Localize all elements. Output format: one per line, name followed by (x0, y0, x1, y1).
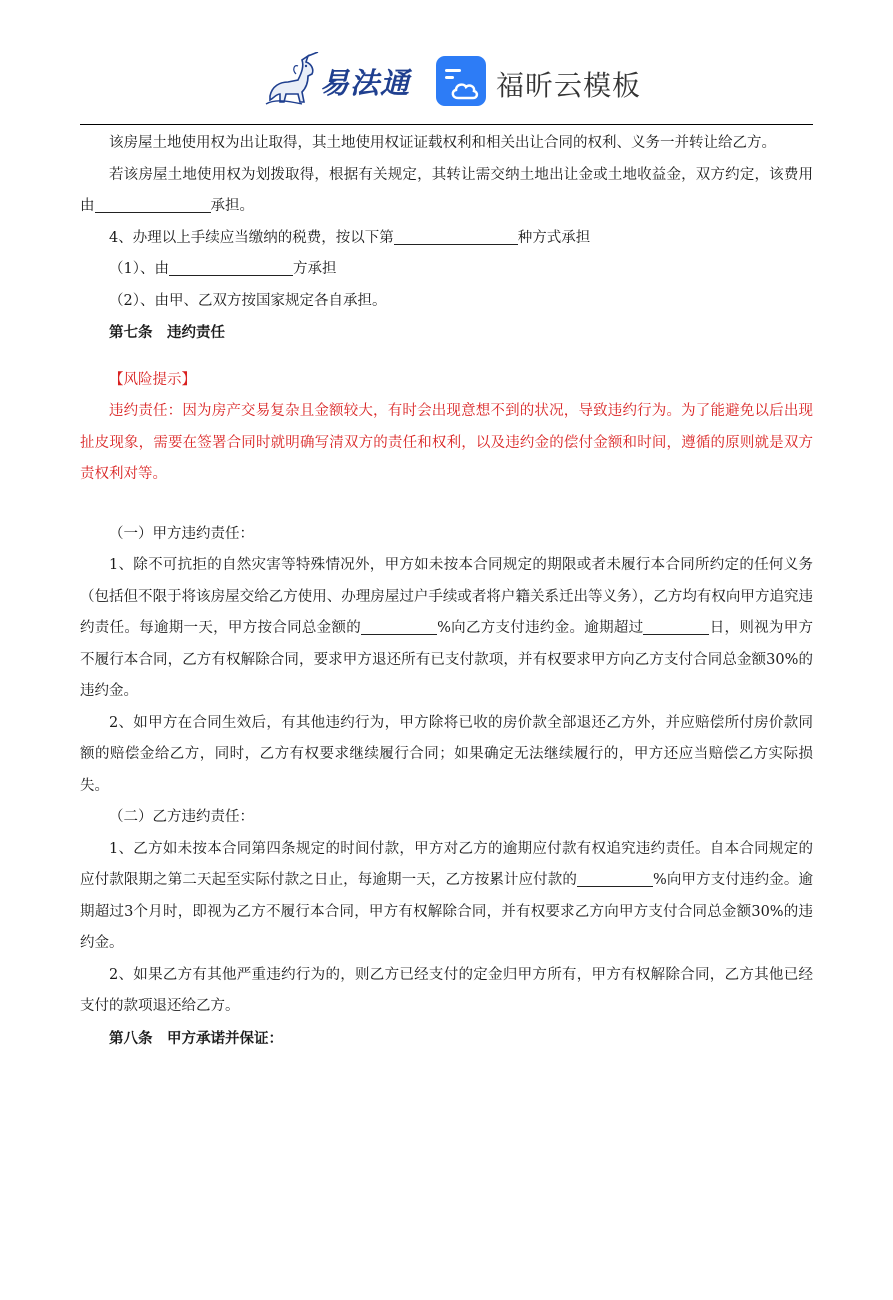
party-a-clause-2: 2、如甲方在合同生效后，有其他违约行为，甲方除将已收的房价款全部退还乙方外，并应赔偿所付房价款同额的赔偿金给乙方，同时，乙方有权要求继续履行合同；如果确定无法继续履行的，甲方还应当赔偿乙方实际损失。 (80, 714, 813, 794)
cloud-document-icon (436, 56, 486, 106)
blank-tax-option[interactable] (394, 228, 518, 245)
blank-late-payment-rate[interactable] (577, 870, 653, 887)
party-a-clause-1 (80, 550, 813, 708)
party-b-clause-1 (80, 834, 813, 960)
spacer (80, 491, 813, 519)
text-segment: （1）、由 (109, 261, 169, 277)
header-divider (80, 124, 813, 125)
blank-fee-payer[interactable] (95, 196, 211, 213)
article-7-heading: 第七条 违约责任 (109, 324, 225, 341)
party-a-liability-heading: （一）甲方违约责任： (109, 525, 254, 542)
spacer (80, 349, 813, 365)
fuxin-logo-text: 福昕云模板 (496, 69, 642, 102)
unicorn-horse-icon (262, 52, 324, 108)
article-8-heading: 第八条 甲方承诺并保证： (109, 1029, 283, 1047)
blank-daily-penalty-rate[interactable] (361, 618, 437, 635)
text-segment: 承担。 (210, 198, 254, 214)
text-segment: 方承担 (292, 261, 337, 277)
text-segment: 种方式承担 (517, 229, 591, 246)
text-segment: %向甲方支付违约金。逾期超过3个月时，即视为乙方不履行本合同，甲方有权解除合同，并有权要求乙方向甲方支付合同总金额30%的违约金。 (80, 872, 813, 951)
party-b-clause-2: 2、如果乙方有其他严重违约行为的，则乙方已经支付的定金归甲方所有，甲方有权解除合同，乙方其他已经支付的款项退还给乙方。 (80, 966, 813, 1014)
paragraph-option-1 (80, 254, 813, 286)
text-segment: %向乙方支付违约金。逾期超过 (437, 620, 644, 636)
yifatong-logo-text: 易法通 (320, 66, 411, 100)
text-segment: 1、乙方如未按本合同第四条规定的时间付款，甲方对乙方的逾期应付款有权追究违约责任。自本合同规定的应付款限期之第二天起至实际付款之日止，每逾期一天，乙方按累计应付款的 (80, 840, 813, 888)
risk-tip-body: 违约责任：因为房产交易复杂且金额较大，有时会出现意想不到的状况，导致违约行为。为了能避免以后出现扯皮现象，需要在签署合同时就明确写清双方的责任和权利，以及违约金的偿付金额和时间，遵循的原则就是双方责权利对等。 (80, 403, 813, 482)
paragraph-tax-method (80, 223, 813, 255)
blank-tax-party[interactable] (169, 259, 293, 276)
page-header (0, 0, 893, 126)
paragraph-land-transfer: 该房屋土地使用权为出让取得，其土地使用权证证载权利和相关出让合同的权利、义务一并转让给乙方。 (109, 135, 776, 151)
party-b-liability-heading: （二）乙方违约责任： (109, 809, 254, 825)
paragraph-option-2: （2）、由甲、乙双方按国家规定各自承担。 (109, 292, 387, 309)
blank-overdue-days[interactable] (643, 618, 709, 635)
text-segment: 若该房屋土地使用权为划拨取得，根据有关规定，其转让需交纳土地出让金或土地收益金，双方约定，该费用由 (80, 166, 813, 214)
text-segment: 日，则视为甲方不履行本合同，乙方有权解除合同，要求甲方退还所有已支付款项，并有权要求甲方向乙方支付合同总金额30%的违约金。 (80, 620, 814, 699)
paragraph-allocated-land (80, 160, 813, 223)
text-segment: 4、办理以上手续应当缴纳的税费，按以下第 (109, 229, 394, 246)
text-segment: 1、除不可抗拒的自然灾害等特殊情况外，甲方如未按本合同规定的期限或者未履行本合同所约定的任何义务（包括但不限于将该房屋交给乙方使用、办理房屋过户手续或者将户籍关系迁出等义务），乙方均有权向甲方追究违约责任。每逾期一天，甲方按合同总金额的 (80, 557, 813, 636)
yifatong-logo (262, 52, 422, 108)
risk-tip-title: 【风险提示】 (109, 371, 196, 388)
document-body (80, 128, 813, 1054)
